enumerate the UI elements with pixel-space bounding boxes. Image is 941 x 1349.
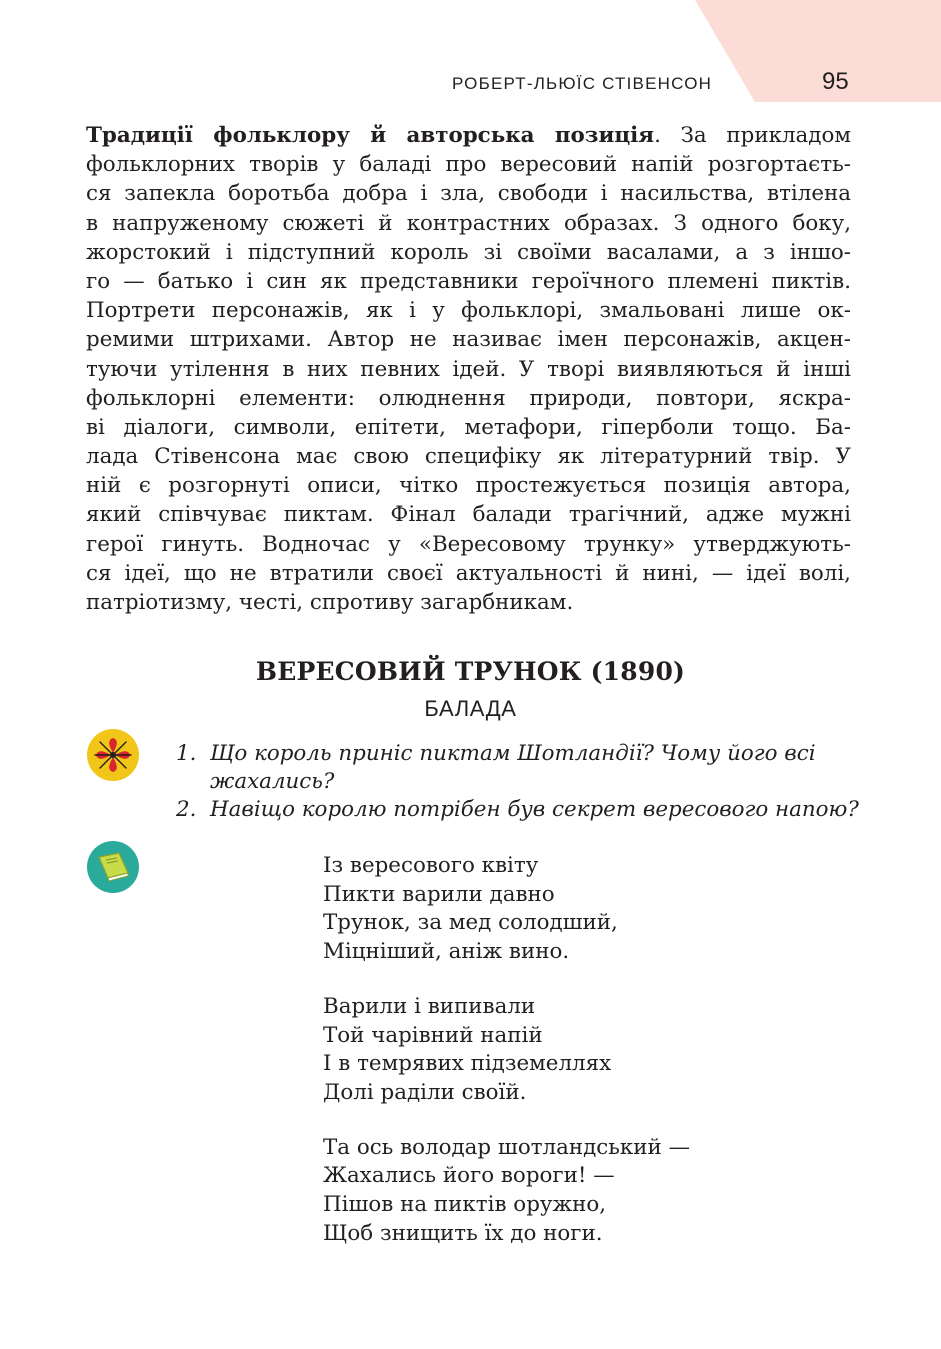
intro-line: ній є розгорнуті описи, чітко простежується позиція автора, [86, 473, 851, 499]
intro-line-text: . За прикладом [654, 123, 851, 148]
intro-line: фольклорних творів у баладі про вересовий напій розгортаєть- [86, 152, 851, 178]
running-header-author: РОБЕРТ-ЛЬЮЇС СТІВЕНСОН [452, 74, 713, 93]
question-number: 2. [176, 797, 197, 822]
question-number: 1. [176, 741, 197, 766]
poem-text [323, 852, 690, 1274]
intro-line: ся ідеї, що не втратили своєї актуальності й нині, — ідеї волі, [86, 560, 851, 586]
poem-line: Пішов на пиктів оружно, [323, 1192, 607, 1218]
questions-list [176, 740, 866, 824]
intro-line: ремими штрихами. Автор не називає імен персонажів, акцен- [86, 327, 851, 353]
intro-line [86, 121, 851, 150]
question-item [176, 740, 866, 796]
question-text: Що король приніс пиктам Шотландії? Чому його всі [210, 741, 816, 766]
poem-line: Із вересового квіту [323, 853, 539, 878]
intro-line: ся запекла боротьба добра і зла, свободи і насильства, втілена [86, 181, 851, 207]
page-number: 95 [822, 68, 849, 95]
intro-line: лада Стівенсона має свою специфіку як літературний твір. У [86, 444, 851, 470]
poem-line: Щоб знищить їх до ноги. [323, 1220, 603, 1246]
flower-hearts-icon [86, 728, 140, 782]
poem-stanza [323, 993, 690, 1108]
intro-bold-heading: Традиції фольклору й авторська позиція [86, 123, 655, 148]
poem-line: Міцніший, аніж вино. [323, 939, 570, 965]
intro-line: герої гинуть. Водночас у «Вересовому трунку» утверджують- [86, 531, 851, 557]
poem-line: Варили і випивали [323, 993, 536, 1019]
intro-line: ві діалоги, символи, епітети, метафори, гіперболи тощо. Ба- [86, 414, 851, 440]
poem-line: Жахались його вороги! — [323, 1163, 615, 1189]
intro-line: патріотизму, честі, спротиву загарбникам. [86, 590, 574, 615]
poem-line: Долі раділи своїй. [323, 1079, 527, 1105]
poem-line: Трунок, за мед солодший, [323, 910, 618, 936]
question-text: жахались? [210, 769, 335, 794]
poem-genre [0, 696, 941, 722]
poem-stanza [323, 1134, 690, 1249]
poem-line: Пикти варили давно [323, 881, 555, 907]
header-corner-accent [695, 0, 941, 102]
poem-line: Та ось володар шотландський — [323, 1134, 690, 1160]
intro-line: який співчуває пиктам. Фінал балади трагічний, адже мужні [86, 502, 851, 528]
poem-line: І в темрявих підземеллях [323, 1051, 612, 1077]
intro-line: Портрети персонажів, як і у фольклорі, змальовані лише ок- [86, 298, 851, 324]
poem-line: Той чарівний напій [323, 1022, 543, 1048]
intro-line: в напруженому сюжеті й контрастних образах. З одного боку, [86, 210, 851, 236]
question-text: Навіщо королю потрібен був секрет вересового напою? [210, 797, 859, 822]
question-item [176, 796, 866, 824]
book-icon [86, 840, 140, 894]
poem-title: ВЕРЕСОВИЙ ТРУНОК (1890) [255, 657, 686, 686]
intro-paragraph [86, 121, 851, 617]
intro-line: жорстокий і підступний король зі своїми васалами, а з іншо- [86, 239, 851, 265]
poem-stanza [323, 852, 690, 967]
poem-genre-text: БАЛАДА [424, 696, 517, 721]
intro-line: го — батько і син як представники героїчного племені пиктів. [86, 268, 851, 294]
intro-line: туючи утілення в них певних ідей. У творі виявляються й інші [86, 356, 851, 382]
intro-line: фольклорні елементи: олюднення природи, повтори, яскра- [86, 385, 851, 411]
